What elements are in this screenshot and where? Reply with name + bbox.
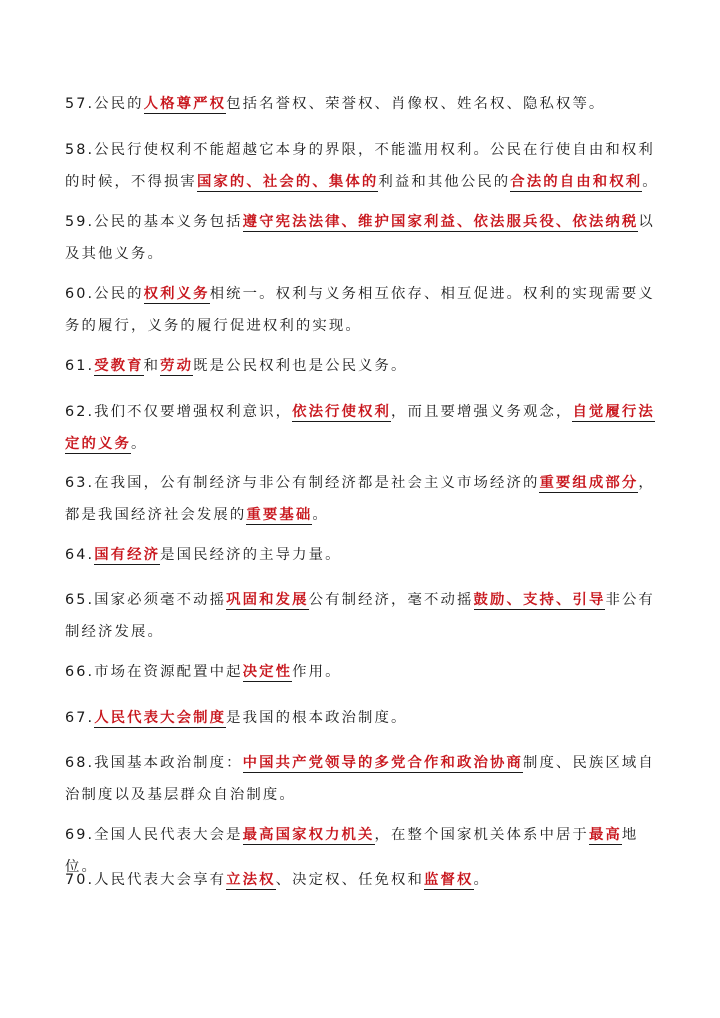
highlighted-term: 重要基础 [246,507,313,523]
highlighted-term: 依法行使权利 [292,404,392,420]
highlighted-term: 受教育 [94,358,144,374]
highlighted-term: 鼓励、支持、引导 [473,592,606,608]
text-segment: 是国民经济的主导力量。 [160,547,342,563]
item-60 [65,278,665,342]
text-segment: 地位。 [65,827,639,875]
highlighted-term: 监督权 [424,872,474,888]
text-segment: 69.全国人民代表大会是 [65,827,243,843]
text-segment: 58.公民行使权利不能超越它本身的界限，不能滥用权利。公民在行使自由和权利的时候，不得损害 [65,142,655,190]
item-67 [65,702,665,734]
text-segment: 。 [130,436,148,452]
highlighted-term: 决定性 [242,664,293,680]
text-segment: 68.我国基本政治制度： [65,755,243,771]
text-segment: 65.国家必须毫不动摇 [65,592,227,608]
highlighted-term: 中国共产党领导的多党合作和政治协商 [242,755,523,771]
highlighted-term: 最高国家权力机关 [242,827,375,843]
item-63 [65,467,665,531]
text-segment: 公有制经济，毫不动摇 [308,592,474,608]
highlighted-term: 重要组成部分 [539,475,639,491]
highlighted-term: 自觉履行法定的义务 [65,404,655,452]
item-62 [65,396,665,460]
item-58 [65,134,665,198]
item-68 [65,747,665,811]
item-57 [65,88,665,120]
text-segment: 、决定权、任免权和 [275,872,425,888]
text-segment: 以及其他义务。 [65,214,655,262]
text-segment: ，在整个国家机关体系中居于 [374,827,589,843]
text-segment: 66.市场在资源配置中起 [65,664,243,680]
text-segment: 作用。 [292,664,342,680]
highlighted-term: 巩固和发展 [226,592,309,608]
text-segment: 67. [65,710,95,726]
item-70 [65,864,665,896]
text-segment: 。 [473,872,491,888]
text-segment: 57.公民的 [65,96,144,112]
text-segment: ，而且要增强义务观念， [391,404,573,420]
highlighted-term: 权利义务 [143,286,210,302]
text-segment: 利益和其他公民的 [378,174,511,190]
text-segment: 。 [642,174,659,190]
text-segment: 62.我们不仅要增强权利意识， [65,404,293,420]
text-segment: 59.公民的基本义务包括 [65,214,243,230]
text-segment: 。 [312,507,329,523]
text-segment: 63.在我国，公有制经济与非公有制经济都是社会主义市场经济的 [65,475,540,491]
text-segment: ，都是我国经济社会发展的 [65,475,655,523]
highlighted-term: 人民代表大会制度 [94,710,227,726]
text-segment: 70.人民代表大会享有 [65,872,227,888]
highlighted-term: 国家的、社会的、集体的 [196,174,379,190]
text-segment: 64. [65,547,95,563]
highlighted-term: 立法权 [226,872,276,888]
item-59 [65,206,665,270]
highlighted-term: 国有经济 [94,547,161,563]
highlighted-term: 合法的自由和权利 [510,174,643,190]
item-66 [65,656,665,688]
item-65 [65,584,665,648]
text-segment: 非公有制经济发展。 [65,592,655,640]
highlighted-term: 劳动 [160,358,194,374]
text-segment: 60.公民的 [65,286,144,302]
text-segment: 是我国的根本政治制度。 [226,710,408,726]
item-64 [65,539,665,571]
text-segment: 相统一。权利与义务相互依存、相互促进。权利的实现需要义务的履行，义务的履行促进权利的实现。 [65,286,655,334]
item-61 [65,350,665,382]
text-segment: 和 [143,358,161,374]
text-segment: 包括名誉权、荣誉权、肖像权、姓名权、隐私权等。 [226,96,606,112]
text-segment: 既是公民权利也是公民义务。 [193,358,408,374]
highlighted-term: 最高 [588,827,622,843]
text-segment: 61. [65,358,95,374]
highlighted-term: 遵守宪法法律、维护国家利益、依法服兵役、依法纳税 [242,214,639,230]
text-segment: 制度、民族区域自治制度以及基层群众自治制度。 [65,755,655,803]
highlighted-term: 人格尊严权 [143,96,227,112]
